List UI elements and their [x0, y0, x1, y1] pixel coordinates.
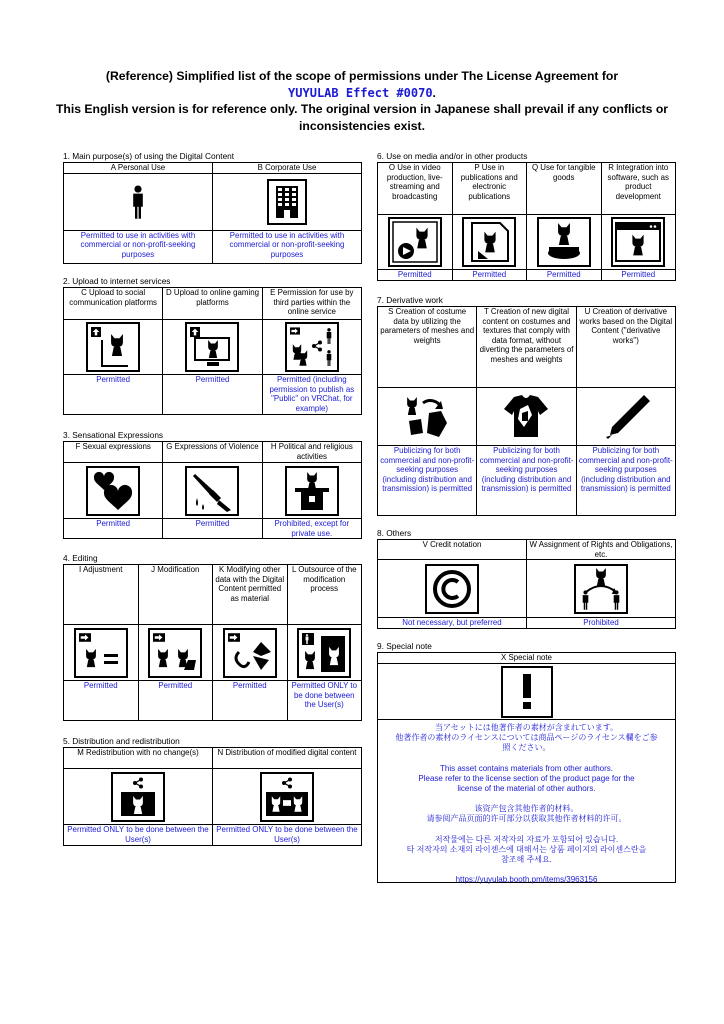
col-label: H Political and religious activities — [262, 442, 361, 463]
col-label: P Use in publications and electronic publications — [452, 163, 527, 215]
permission-status: Permitted — [163, 375, 262, 415]
outsource-icon — [287, 625, 362, 681]
col-label: X Special note — [378, 653, 676, 664]
note-line: 照ください。 — [502, 743, 551, 753]
section-heading: 1. Main purpose(s) of using the Digital Content — [63, 151, 235, 161]
col-label: J Modification — [138, 565, 213, 625]
permission-status: Permitted — [138, 681, 213, 721]
assignment-icon — [527, 560, 676, 618]
note-line: 저작물에는 다른 저작자의 자료가 포함되어 있습니다. — [434, 834, 619, 844]
permission-status: Publicizing for both commercial and non-profit-seeking purposes (including distribution and transmission) is permitted — [576, 446, 675, 516]
product-url[interactable]: https://yuyulab.booth.pm/items/3963156 — [455, 875, 598, 885]
note-line: Please refer to the license section of the product page for the — [418, 773, 635, 783]
permission-status: Permitted — [452, 270, 527, 281]
note-line: 他著作者の素材のライセンスについては商品ページのライセンス欄をご参 — [395, 733, 658, 743]
section-heading: 8. Others — [377, 528, 412, 538]
col-label: T Creation of new digital content on costumes and textures that comply with data format, without diverting the parameters of meshes and weights — [477, 307, 576, 388]
col-label: C Upload to social communication platforms — [64, 288, 163, 320]
document-title — [20, 68, 704, 134]
permission-status: Permitted to use in activities with commercial or non-profit-seeking purposes — [64, 230, 213, 263]
modification-icon — [138, 625, 213, 681]
col-label: W Assignment of Rights and Obligations, etc. — [527, 540, 676, 560]
section-heading: 3. Sensational Expressions — [63, 430, 164, 440]
permission-status: Permitted — [527, 270, 602, 281]
col-label: S Creation of costume data by utilizing the parameters of meshes and weights — [378, 307, 477, 388]
redistribution-icon — [64, 769, 213, 825]
permission-status: Permitted ONLY to be done between the User(s) — [213, 825, 362, 846]
note-line — [386, 865, 667, 875]
col-label: V Credit notation — [378, 540, 527, 560]
gaming-upload-icon — [163, 320, 262, 375]
permission-status: Permitted — [213, 681, 288, 721]
note-line — [386, 794, 667, 804]
section-others — [377, 528, 676, 629]
product-name: YUYULAB Effect #0070 — [288, 85, 433, 100]
section-heading: 4. Editing — [63, 553, 98, 563]
section-heading: 9. Special note — [377, 641, 432, 651]
col-label: G Expressions of Violence — [163, 442, 262, 463]
social-upload-icon — [64, 320, 163, 375]
special-note-text — [377, 720, 676, 883]
col-label: F Sexual expressions — [64, 442, 163, 463]
col-label: Q Use for tangible goods — [527, 163, 602, 215]
permission-status: Not necessary, but preferred — [378, 618, 527, 629]
col-label: A Personal Use — [64, 163, 213, 174]
col-label: D Upload to online gaming platforms — [163, 288, 262, 320]
podium-icon — [262, 463, 361, 519]
note-line: 当アセットには他著作者の素材が含まれています。 — [434, 723, 619, 732]
permission-status: Permitted ONLY to be done between the User(s) — [64, 825, 213, 846]
permission-status: Prohibited, except for private use. — [262, 519, 361, 539]
col-label: U Creation of derivative works based on the Digital Content ("derivative works") — [576, 307, 675, 388]
permission-status: Publicizing for both commercial and non-profit-seeking purposes (including distribution and transmission) is permitted — [477, 446, 576, 516]
note-line: 참조해 주세요. — [501, 855, 552, 865]
col-label: R Integration into software, such as product development — [601, 163, 676, 215]
section-heading: 5. Distribution and redistribution — [63, 736, 180, 746]
permission-status: Permitted — [378, 270, 453, 281]
permission-status: Permitted — [163, 519, 262, 539]
note-line: 타 저작자의 소재의 라이센스에 대해서는 상품 페이지의 라이센스란을 — [406, 844, 647, 854]
permission-status: Permitted — [64, 375, 163, 415]
col-label: O Use in video production, live-streaming and broadcasting — [378, 163, 453, 215]
modified-distribution-icon — [213, 769, 362, 825]
col-label: K Modifying other data with the Digital Content permitted as material — [213, 565, 288, 625]
section-media — [377, 151, 676, 281]
video-icon — [378, 215, 453, 270]
adjustment-icon — [64, 625, 139, 681]
note-line: This asset contains materials from other authors. — [440, 763, 613, 773]
permission-status: Permitted ONLY to be done between the User(s) — [287, 681, 362, 721]
col-label: N Distribution of modified digital content — [213, 748, 362, 769]
col-label: I Adjustment — [64, 565, 139, 625]
note-line — [386, 825, 667, 835]
section-distribution — [63, 736, 362, 846]
material-icon — [213, 625, 288, 681]
permission-status: Permitted — [64, 519, 163, 539]
section-special-note — [377, 641, 676, 883]
title-disclaimer: This English version is for reference only. The original version in Japanese shall prevail if any conflicts or inconsistencies exist. — [55, 102, 669, 133]
publication-icon — [452, 215, 527, 270]
costume-recycle-icon — [378, 388, 477, 446]
section-upload — [63, 276, 362, 415]
note-line — [386, 754, 667, 764]
section-sensational — [63, 430, 362, 539]
pen-icon — [576, 388, 675, 446]
share-third-party-icon — [262, 320, 361, 375]
col-label: M Redistribution with no change(s) — [64, 748, 213, 769]
col-label: B Corporate Use — [213, 163, 362, 174]
permission-status: Permitted to use in activities with commercial or non-profit-seeking purposes — [213, 230, 362, 263]
section-editing — [63, 553, 362, 721]
col-label: E Permission for use by third parties within the online service — [262, 288, 361, 320]
note-line: 该资产包含其他作者的材料。 — [474, 804, 579, 814]
section-main-purpose — [63, 151, 362, 264]
shirt-icon — [477, 388, 576, 446]
section-heading: 6. Use on media and/or in other products — [377, 151, 528, 161]
copyright-icon — [378, 560, 527, 618]
person-icon — [64, 173, 213, 230]
office-building-icon — [213, 173, 362, 230]
col-label: L Outsource of the modification process — [287, 565, 362, 625]
permission-status: Permitted (including permission to publish as "Public" on VRChat, for example) — [262, 375, 361, 415]
section-derivative — [377, 295, 676, 516]
section-heading: 2. Upload to internet services — [63, 276, 171, 286]
note-line: 请参阅产品页面的许可部分以获取其他作者材料的许可。 — [426, 814, 627, 824]
permission-status: Permitted — [64, 681, 139, 721]
goods-icon — [527, 215, 602, 270]
software-icon — [601, 215, 676, 270]
title-line-1: (Reference) Simplified list of the scope of permissions under The License Agreement for — [105, 69, 619, 83]
knife-icon — [163, 463, 262, 519]
exclamation-icon — [378, 664, 676, 720]
permission-status: Permitted — [601, 270, 676, 281]
section-heading: 7. Derivative work — [377, 295, 443, 305]
note-line: license of the material of other authors. — [457, 784, 596, 794]
permission-status: Publicizing for both commercial and non-profit-seeking purposes (including distribution and transmission) is permitted — [378, 446, 477, 516]
product-name-suffix: . — [432, 85, 436, 100]
permission-status: Prohibited — [527, 618, 676, 629]
hearts-icon — [64, 463, 163, 519]
